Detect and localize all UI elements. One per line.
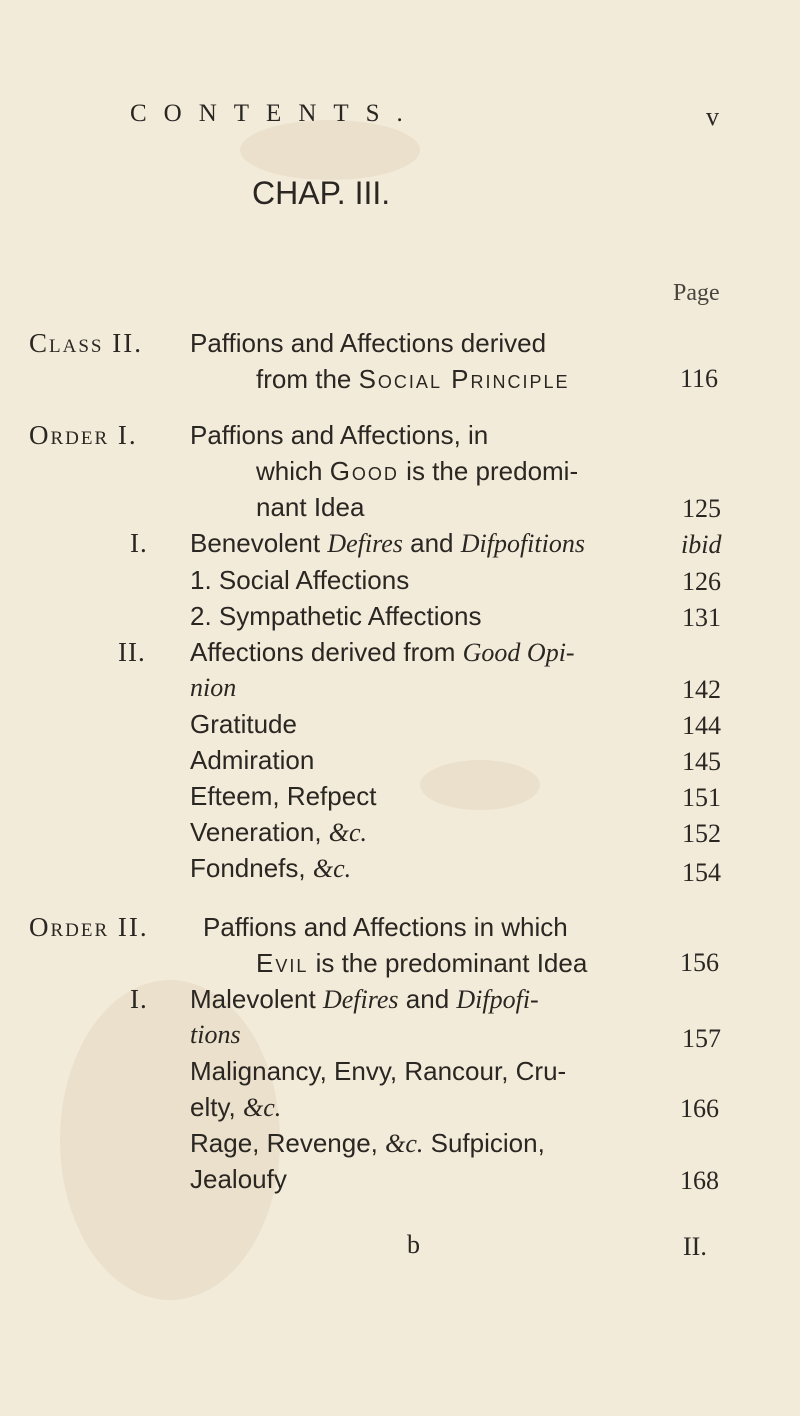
toc-page-number: 116 — [680, 364, 719, 393]
toc-entry-text: Evil is the predominant Idea — [256, 948, 588, 978]
paper-stain — [240, 120, 420, 180]
toc-entry-text: Rage, Revenge, &c. Sufpicion, — [190, 1128, 545, 1158]
toc-entry-text: nant Idea — [256, 492, 365, 522]
toc-entry-text: nion — [190, 673, 237, 702]
toc-entry-text: Veneration, &c. — [190, 817, 368, 847]
toc-page-number: 157 — [682, 1024, 721, 1053]
toc-entry-text: Malignancy, Envy, Rancour, Cru- — [190, 1056, 567, 1086]
toc-entry-text: Malevolent Defires and Difpofi- — [190, 984, 539, 1014]
toc-entry-text: Benevolent Defires and Difpofitions — [190, 528, 585, 558]
entry-label: Class II. — [29, 328, 143, 358]
toc-row — [130, 528, 148, 559]
entry-label: Order I. — [29, 420, 138, 450]
page-number: v — [706, 102, 719, 131]
toc-page-number: ibid — [681, 530, 722, 559]
signature-mark: b — [407, 1230, 420, 1259]
running-title: CONTENTS. — [130, 100, 420, 127]
toc-entry-text: Gratitude — [190, 709, 297, 739]
toc-row — [118, 637, 146, 668]
entry-label: I. — [130, 984, 148, 1014]
toc-entry-text: 2. Sympathetic Affections — [190, 601, 482, 631]
toc-page-number: 154 — [682, 858, 721, 887]
toc-entry-text: Paffions and Affections in which — [203, 912, 568, 942]
toc-page-number: 126 — [682, 567, 721, 596]
paper-stain — [420, 760, 540, 810]
toc-page-number: 166 — [680, 1094, 719, 1123]
toc-page-number: 145 — [682, 747, 721, 776]
entry-label: II. — [118, 637, 146, 667]
toc-page-number: 151 — [682, 783, 721, 812]
toc-page-number: 142 — [682, 675, 721, 704]
toc-page-number: 156 — [680, 948, 719, 977]
toc-entry-text: from the Social Principle — [256, 364, 570, 394]
toc-page-number: 152 — [682, 819, 721, 848]
toc-page-number: 131 — [682, 603, 721, 632]
catchword: II. — [683, 1232, 707, 1261]
toc-row — [29, 912, 149, 943]
toc-page-number: 144 — [682, 711, 721, 740]
toc-row — [29, 328, 143, 359]
toc-row — [29, 420, 138, 451]
toc-entry-text: Jealoufy — [190, 1164, 287, 1194]
toc-entry-text: Fondnefs, &c. — [190, 853, 352, 883]
toc-page-number: 125 — [682, 494, 721, 523]
toc-entry-text: which Good is the predomi- — [256, 456, 579, 486]
toc-entry-text: Affections derived from Good Opi- — [190, 637, 575, 667]
toc-row — [130, 984, 148, 1015]
toc-entry-text: tions — [190, 1020, 241, 1049]
toc-entry-text: Paffions and Affections, in — [190, 420, 489, 450]
toc-entry-text: elty, &c. — [190, 1092, 282, 1122]
toc-entry-text: Efteem, Refpect — [190, 781, 377, 811]
toc-entry-text: Paffions and Affections derived — [190, 328, 547, 358]
toc-page-number: 168 — [680, 1166, 719, 1195]
chapter-heading: CHAP. III. — [252, 175, 391, 211]
toc-entry-text: Admiration — [190, 745, 315, 775]
toc-entry-text: 1. Social Affections — [190, 565, 410, 595]
entry-label: Order II. — [29, 912, 149, 942]
page-column-label: Page — [673, 280, 720, 306]
entry-label: I. — [130, 528, 148, 558]
